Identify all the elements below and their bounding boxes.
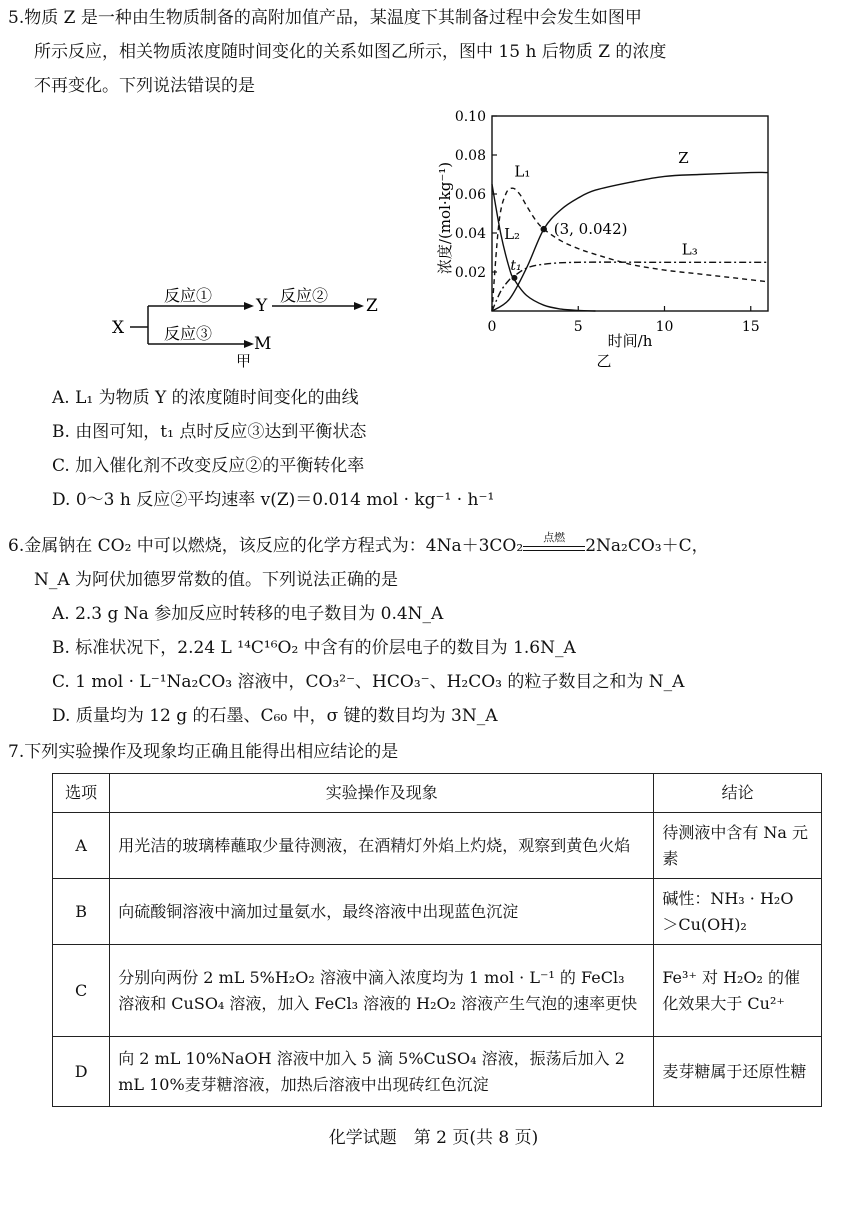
scheme-r3: 反应③: [164, 324, 213, 343]
intersection-point: [541, 226, 547, 232]
header-operation: 实验操作及现象: [110, 774, 654, 813]
q5-option-c: C. 加入催化剂不改变反应②的平衡转化率: [52, 456, 365, 476]
scheme-caption: 甲: [236, 352, 252, 370]
series-label: Z: [678, 148, 689, 167]
header-option: 选项: [53, 774, 110, 813]
plot-frame: [492, 116, 768, 311]
q6-stem-line2: N_A 为阿伏加德罗常数的值。下列说法正确的是: [34, 570, 399, 590]
row-operation: 向硫酸铜溶液中滴加过量氨水，最终溶液中出现蓝色沉淀: [110, 879, 654, 945]
table-header-row: [53, 774, 822, 813]
q6-stem-line1: [8, 531, 709, 558]
series-line-L₂: [492, 184, 596, 311]
x-tick-label: 0: [487, 319, 497, 335]
page-footer: 化学试题 第 2 页(共 8 页): [328, 1128, 539, 1148]
series-line-L₁: [492, 188, 768, 311]
y-tick-label: 0.06: [454, 187, 486, 203]
row-conclusion: Fe³⁺ 对 H₂O₂ 的催化效果大于 Cu²⁺: [654, 945, 822, 1037]
q5-stem-line3: 不再变化。下列说法错误的是: [34, 76, 255, 96]
y-tick-label: 0.10: [454, 109, 486, 125]
q6-option-d: D. 质量均为 12 g 的石墨、C₆₀ 中，σ 键的数目均为 3N_A: [52, 706, 498, 726]
table-row: [53, 813, 822, 879]
q7-stem: 7.下列实验操作及现象均正确且能得出相应结论的是: [8, 742, 399, 762]
series-line-L₃: [492, 262, 768, 311]
t1-label: t₁: [510, 257, 522, 274]
table-row: [53, 879, 822, 945]
series-label: L₂: [504, 224, 521, 243]
y-axis-label: 浓度/(mol·kg⁻¹): [436, 161, 454, 275]
reaction-scheme: [108, 280, 408, 370]
q6-reaction-arrow: [523, 531, 585, 551]
row-option: C: [53, 945, 110, 1037]
row-conclusion: 麦芽糖属于还原性糖: [654, 1037, 822, 1107]
q5-option-b: B. 由图可知，t₁ 点时反应③达到平衡状态: [52, 422, 367, 442]
x-tick-label: 10: [655, 319, 674, 335]
row-conclusion: 待测液中含有 Na 元素: [654, 813, 822, 879]
series-label: L₁: [514, 162, 531, 181]
x-tick-label: 15: [741, 319, 760, 335]
header-conclusion: 结论: [654, 774, 822, 813]
scheme-r1: 反应①: [164, 286, 213, 305]
row-operation: 分别向两份 2 mL 5%H₂O₂ 溶液中滴入浓度均为 1 mol · L⁻¹ 的 FeCl₃ 溶液和 CuSO₄ 溶液，加入 FeCl₃ 溶液的 H₂O₂ 溶液产生气泡的速率更快: [110, 945, 654, 1037]
row-operation: 用光洁的玻璃棒蘸取少量待测液，在酒精灯外焰上灼烧，观察到黄色火焰: [110, 813, 654, 879]
point-label: (3, 0.042): [553, 220, 628, 239]
row-operation: 向 2 mL 10%NaOH 溶液中加入 5 滴 5%CuSO₄ 溶液，振荡后加入 2 mL 10%麦芽糖溶液，加热后溶液中出现砖红色沉淀: [110, 1037, 654, 1107]
q5-option-d: D. 0～3 h 反应②平均速率 v(Z)＝0.014 mol · kg⁻¹ · h⁻¹: [52, 490, 495, 510]
row-option: B: [53, 879, 110, 945]
scheme-z: Z: [366, 296, 378, 316]
y-tick-label: 0.08: [454, 148, 486, 164]
scheme-r2: 反应②: [280, 286, 329, 305]
chart-caption: 乙: [596, 352, 612, 370]
q6-stem-part1: 6.金属钠在 CO₂ 中可以燃烧，该反应的化学方程式为：4Na＋3CO₂: [8, 536, 524, 556]
series-label: L₃: [681, 240, 698, 259]
table-row: [53, 1037, 822, 1107]
x-axis-label: 时间/h: [607, 332, 653, 350]
y-tick-label: 0.02: [454, 265, 486, 281]
q6-option-a: A. 2.3 g Na 参加反应时转移的电子数目为 0.4N_A: [52, 604, 444, 624]
scheme-y: Y: [256, 296, 268, 316]
row-option: D: [53, 1037, 110, 1107]
scheme-m: M: [254, 334, 272, 354]
q6-condition: 点燃: [543, 531, 566, 544]
scheme-x: X: [112, 318, 125, 338]
table-row: [53, 945, 822, 1037]
q6-option-c: C. 1 mol · L⁻¹Na₂CO₃ 溶液中，CO₃²⁻、HCO₃⁻、H₂CO₃ 的粒子数目之和为 N_A: [52, 672, 685, 692]
t1-point: [511, 275, 517, 281]
q5-option-a: A. L₁ 为物质 Y 的浓度随时间变化的曲线: [52, 388, 359, 408]
q6-option-b: B. 标准状况下，2.24 L ¹⁴C¹⁶O₂ 中含有的价层电子的数目为 1.6N_A: [52, 638, 576, 658]
row-option: A: [53, 813, 110, 879]
q6-stem-part2: 2Na₂CO₃＋C，: [585, 536, 709, 556]
q5-stem-line2: 所示反应，相关物质浓度随时间变化的关系如图乙所示，图中 15 h 后物质 Z 的浓度: [34, 42, 667, 62]
q5-stem-line1: 5.物质 Z 是一种由生物质制备的高附加值产品，某温度下其制备过程中会发生如图甲: [8, 8, 642, 28]
y-tick-label: 0.04: [454, 226, 486, 242]
row-conclusion: 碱性：NH₃ · H₂O ＞Cu(OH)₂: [654, 879, 822, 945]
series-line-Z: [492, 172, 768, 311]
experiment-table: [52, 773, 822, 1107]
x-tick-label: 5: [573, 319, 583, 335]
concentration-chart: [432, 108, 777, 370]
